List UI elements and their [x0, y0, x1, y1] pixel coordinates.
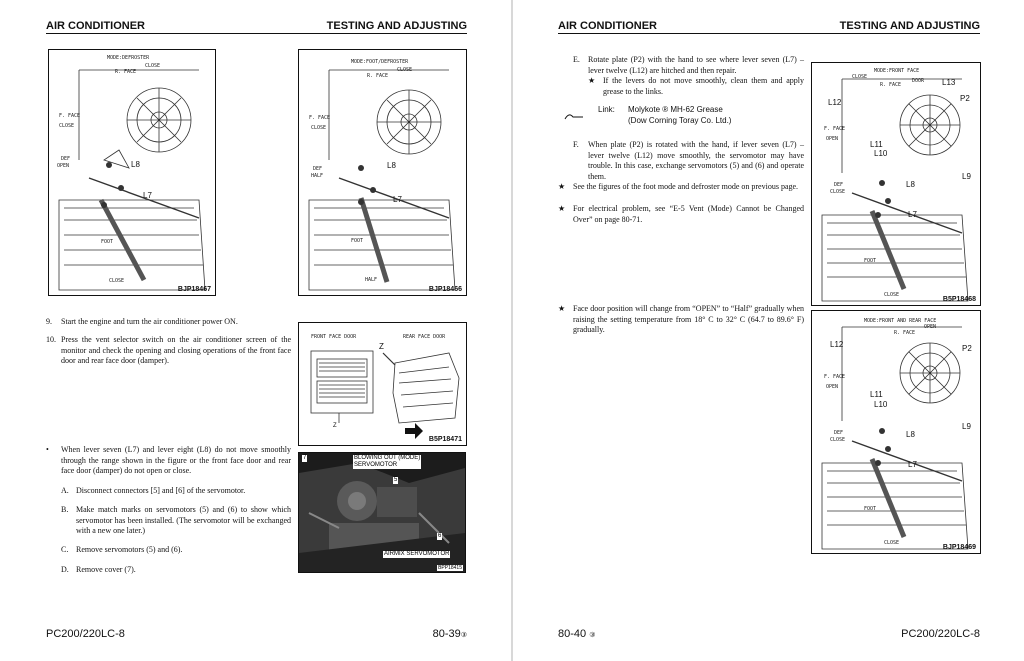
- fig2-lever-l7: L7: [393, 195, 402, 204]
- fig5-label-foot-close: CLOSE: [884, 292, 900, 298]
- fig6-plate-p2: P2: [962, 344, 972, 353]
- note-figures-mark: ★: [558, 182, 566, 191]
- fig1-label-rface: R. FACE: [115, 69, 137, 75]
- link-grease-name: Molykote ® MH-62 Grease: [628, 105, 723, 114]
- fig5-label-door: DOOR: [912, 78, 925, 84]
- fig6-label-fface-open: OPEN: [826, 384, 839, 390]
- right-footer-page-number: 80-40: [558, 628, 587, 640]
- fig1-lever-l8: L8: [131, 160, 140, 169]
- note-electrical-text: For electrical problem, see “E-5 Vent (Mode) Cannot be Changed Over” on page 80-71.: [573, 204, 804, 224]
- fig1-label-def: DEF: [61, 156, 71, 162]
- step-f-mark: F.: [573, 140, 579, 149]
- fig5-label-fface: F. FACE: [824, 126, 846, 132]
- fig2-label-fface-close: CLOSE: [311, 125, 327, 131]
- sub-a-text: Disconnect connectors [5] and [6] of the servomotor.: [76, 486, 246, 495]
- fig6-lever-l7: L7: [908, 460, 917, 469]
- photo-cover-number: 7: [303, 455, 307, 461]
- step-f-text: When plate (P2) is rotated with the hand, if lever seven (L7) – lever twelve (L12) move smoothly, the servomotor may have trouble. In this case, exchange servomotors (5) and (6) and operate them.: [588, 140, 804, 181]
- fig1-id: BJP18467: [177, 286, 211, 293]
- fig6-title: MODE:FRONT AND REAR FACE: [864, 318, 937, 324]
- note-electrical-mark: ★: [558, 204, 566, 213]
- right-header-chapter: TESTING AND ADJUSTING: [839, 20, 980, 32]
- fig5-title: MODE:FRONT FACE: [874, 68, 920, 74]
- figure-mode-foot-defroster: [298, 49, 467, 296]
- note-face-door-mark: ★: [558, 304, 566, 313]
- sub-c-mark: C.: [61, 545, 69, 554]
- fig1-label-foot: FOOT: [101, 239, 114, 245]
- fig2-label-def: DEF: [313, 166, 323, 172]
- figure-mode-front-rear-face: [811, 310, 981, 554]
- fig6-label-foot: FOOT: [864, 506, 877, 512]
- fig3-rear-face-door: REAR FACE DOOR: [403, 334, 446, 340]
- fig6-lever-l10: L10: [874, 400, 888, 409]
- link-label: Link:: [598, 105, 615, 114]
- fig2-id: BJP18466: [428, 286, 462, 293]
- right-footer-model: PC200/220LC-8: [901, 628, 980, 640]
- fig5-lever-l8: L8: [906, 180, 915, 189]
- fig1-label-fface: F. FACE: [59, 113, 81, 119]
- photo-airmix-servomotor-label: AIRMIX SERVOMOTOR: [384, 551, 450, 557]
- note-figures-text: See the figures of the foot mode and defroster mode on previous page.: [573, 182, 799, 191]
- fig6-label-rface-open: OPEN: [924, 324, 937, 330]
- right-footer-page: [558, 628, 595, 640]
- right-header-rule: [558, 33, 980, 34]
- fig5-label-foot: FOOT: [864, 258, 877, 264]
- fig3-z-bottom: Z: [333, 423, 337, 429]
- step10-number: 10.: [46, 335, 56, 344]
- sub-d-mark: D.: [61, 565, 69, 574]
- fig5-lever-l9: L9: [962, 172, 971, 181]
- left-page: [0, 0, 511, 661]
- foot-defroster-linkage-drawing: [299, 50, 466, 295]
- photo-servomotors: [298, 452, 466, 573]
- sub-a-mark: A.: [61, 486, 69, 495]
- fig6-label-fface: F. FACE: [824, 374, 846, 380]
- photo-blowing-servomotor-label: BLOWING OUT (MODE) SERVOMOTOR: [354, 455, 421, 468]
- defroster-linkage-drawing: [49, 50, 215, 295]
- fig5-lever-l11: L11: [870, 140, 883, 149]
- right-page: [513, 0, 1024, 661]
- step9-number: 9.: [46, 317, 52, 326]
- figure-mode-front-face: [811, 62, 981, 306]
- fig5-label-fface-open: OPEN: [826, 136, 839, 142]
- right-header-section: AIR CONDITIONER: [558, 20, 657, 32]
- note-face-door-text: Face door position will change from “OPEN” to “Half” gradually when raising the setting temperature from 18° C to 32° C (64.7 to 89.6° F) gradually.: [573, 304, 804, 334]
- fig6-label-foot-close: CLOSE: [884, 540, 900, 546]
- fig3-z-top: Z: [379, 342, 384, 351]
- fig1-label-fface-close: CLOSE: [59, 123, 75, 129]
- fig2-label-close: CLOSE: [397, 67, 413, 73]
- note-e-mark: ★: [588, 76, 596, 85]
- fig3-front-face-door: FRONT FACE DOOR: [311, 334, 357, 340]
- fig3-id: B5P18471: [428, 436, 462, 443]
- fig1-label-def-open: OPEN: [57, 163, 70, 169]
- figure-mode-defroster: [48, 49, 216, 296]
- left-footer-revision-mark: ③: [460, 632, 467, 639]
- fig2-label-foot: FOOT: [351, 238, 364, 244]
- photo-tag-6: 6: [438, 533, 442, 539]
- sub-c-text: Remove servomotors (5) and (6).: [76, 545, 183, 554]
- fig1-lever-l7: L7: [143, 191, 152, 200]
- link-grease-maker: (Dow Corning Toray Co. Ltd.): [628, 116, 732, 125]
- fig2-label-foot-half: HALF: [365, 277, 378, 283]
- fig5-lever-l12: L12: [828, 98, 842, 107]
- fig2-label-fface: F. FACE: [309, 115, 331, 121]
- fig6-lever-l9: L9: [962, 422, 971, 431]
- fig5-plate-p2: P2: [960, 94, 970, 103]
- step9-text: Start the engine and turn the air conditioner power ON.: [61, 317, 238, 326]
- fig2-label-rface: R. FACE: [367, 73, 389, 79]
- figure-face-doors: [298, 322, 467, 446]
- fig6-lever-l11: L11: [870, 390, 883, 399]
- fig5-label-rface: R. FACE: [880, 82, 902, 88]
- fig2-lever-l8: L8: [387, 161, 396, 170]
- fig5-lever-l7: L7: [908, 210, 917, 219]
- fig6-lever-l8: L8: [906, 430, 915, 439]
- note-e-text: If the levers do not move smoothly, clean them and apply grease to the links.: [603, 76, 804, 96]
- fig5-id: B5P18468: [942, 296, 976, 303]
- fig6-label-rface: R. FACE: [894, 330, 916, 336]
- fig6-id: BJP18469: [942, 544, 976, 551]
- left-header-chapter: TESTING AND ADJUSTING: [326, 20, 467, 32]
- step-e-mark: E.: [573, 55, 580, 64]
- fig1-title: MODE:DEFROSTER: [107, 55, 150, 61]
- arrow-icon: [405, 423, 423, 439]
- sub-d-text: Remove cover (7).: [76, 565, 136, 574]
- fig6-label-def: DEF: [834, 430, 844, 436]
- fig5-label-def-close: CLOSE: [830, 189, 846, 195]
- right-footer-revision-mark: ③: [589, 632, 596, 639]
- fig2-label-def-half: HALF: [311, 173, 324, 179]
- fig1-label-close: CLOSE: [145, 63, 161, 69]
- fig1-label-foot-close: CLOSE: [109, 278, 125, 284]
- step-e-text: Rotate plate (P2) with the hand to see where lever seven (L7) – lever twelve (L12) are hitched and then repair.: [588, 55, 804, 75]
- grease-link-icon: [563, 111, 585, 121]
- bullet-mark: •: [46, 445, 49, 454]
- photo-tag-5: 5: [394, 477, 398, 483]
- fig6-label-def-close: CLOSE: [830, 437, 846, 443]
- bullet-text: When lever seven (L7) and lever eight (L8) do not move smoothly through the range shown in the figure or the front face door and rear face door (damper) do not open or close.: [61, 445, 291, 475]
- left-footer-page-number: 80-39: [432, 628, 461, 640]
- left-footer-model: PC200/220LC-8: [46, 628, 125, 640]
- step10-text: Press the vent selector switch on the air conditioner screen of the monitor and check the opening and closing operations of the front face door and rear face door (damper).: [61, 335, 291, 365]
- left-footer-page: [433, 628, 467, 640]
- fig5-lever-l10: L10: [874, 149, 888, 158]
- fig6-lever-l12: L12: [830, 340, 844, 349]
- fig4-id: BPP18415: [438, 565, 462, 571]
- fig5-lever-l13: L13: [942, 78, 956, 87]
- fig5-label-def: DEF: [834, 182, 844, 188]
- fig2-title: MODE:FOOT/DEFROSTER: [351, 59, 409, 65]
- sub-b-text: Make match marks on servomotors (5) and (6) to show which servomotor has been installed. (The servomotor will be exchanged with a new one later.): [76, 505, 291, 535]
- sub-b-mark: B.: [61, 505, 69, 514]
- fig5-label-close: CLOSE: [852, 74, 868, 80]
- left-header-rule: [46, 33, 467, 34]
- left-header-section: AIR CONDITIONER: [46, 20, 145, 32]
